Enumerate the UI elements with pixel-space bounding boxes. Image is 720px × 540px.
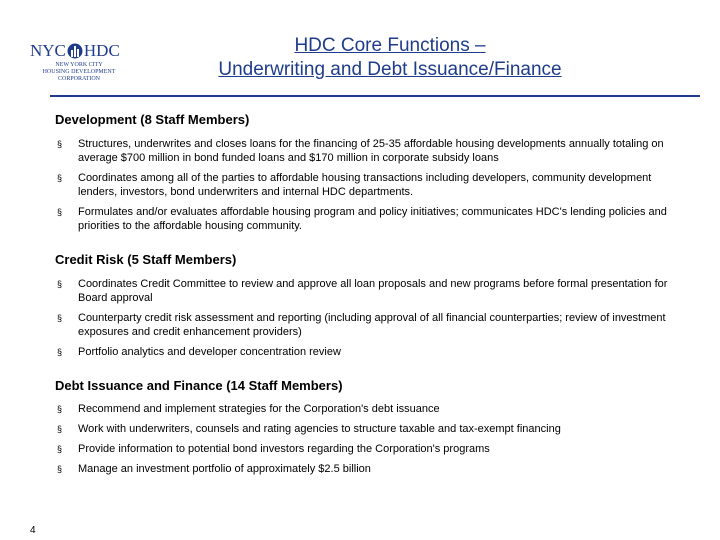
list-item-text: Coordinates Credit Committee to review and approve all loan proposals and new programs before formal presentation for Board approval: [78, 278, 668, 304]
bullet-icon: §: [57, 313, 63, 323]
logo-subtitle-line: NEW YORK CITY: [55, 62, 103, 68]
list-item-text: Manage an investment portfolio of approximately $2.5 billion: [78, 463, 371, 475]
slide-title-line-1: HDC Core Functions –: [294, 35, 486, 56]
section-heading: Development (8 Staff Members): [55, 112, 250, 127]
list-item: [55, 462, 688, 476]
bullet-icon: §: [57, 173, 63, 183]
bullet-icon: §: [57, 347, 63, 357]
nychdc-logo: [30, 40, 130, 92]
list-item-text: Recommend and implement strategies for the Corporation's debt issuance: [78, 403, 440, 415]
list-item: [55, 402, 688, 416]
section-development: [55, 112, 695, 233]
section-list: [55, 277, 695, 359]
list-item-text: Provide information to potential bond investors regarding the Corporation's programs: [78, 443, 490, 455]
section-debt-issuance-finance: [55, 378, 695, 476]
logo-subtitle-line: CORPORATION: [57, 76, 100, 82]
list-item: [55, 137, 688, 165]
skyline-emblem-icon: [67, 42, 83, 60]
slide-title: [150, 34, 630, 82]
list-item-text: Counterparty credit risk assessment and reporting (including approval of all financial counterparties; review of investment exposures and credit enhancement providers): [78, 312, 666, 338]
logo-subtitle: [34, 62, 124, 83]
section-list: [55, 402, 695, 476]
list-item: [55, 345, 688, 359]
slide-title-line-2: Underwriting and Debt Issuance/Finance: [218, 59, 562, 80]
list-item: [55, 442, 688, 456]
logo-nyc-text: NYC: [30, 41, 66, 60]
section-heading: Credit Risk (5 Staff Members): [55, 252, 237, 267]
list-item-text: Work with underwriters, counsels and rating agencies to structure taxable and tax-exempt financing: [78, 423, 561, 435]
bullet-icon: §: [57, 404, 63, 414]
list-item-text: Portfolio analytics and developer concentration review: [78, 346, 341, 358]
section-list: [55, 137, 695, 233]
section-heading: Debt Issuance and Finance (14 Staff Members): [55, 378, 343, 393]
bullet-icon: §: [57, 424, 63, 434]
list-item: [55, 277, 688, 305]
logo-hdc-text: HDC: [83, 41, 120, 60]
bullet-icon: §: [57, 139, 63, 149]
list-item-text: Coordinates among all of the parties to affordable housing transactions including developers, community development lenders, investors, bond underwriters and internal HDC departments.: [78, 172, 652, 198]
list-item: [55, 311, 688, 339]
bullet-icon: §: [57, 207, 63, 217]
page-number: 4: [30, 525, 36, 536]
bullet-icon: §: [57, 279, 63, 289]
list-item-text: Structures, underwrites and closes loans for the financing of 25-35 affordable housing developments annually totaling on average $700 million in bond funded loans and $170 million in corporate subsidy loans: [78, 138, 664, 164]
list-item: [55, 205, 688, 233]
logo-subtitle-line: HOUSING DEVELOPMENT: [42, 69, 116, 75]
bullet-icon: §: [57, 464, 63, 474]
bullet-icon: §: [57, 444, 63, 454]
list-item-text: Formulates and/or evaluates affordable housing program and policy initiatives; communicates HDC's lending policies and priorities to the affordable housing community.: [78, 206, 667, 232]
section-credit-risk: [55, 252, 695, 359]
list-item: [55, 422, 688, 436]
list-item: [55, 171, 688, 199]
title-divider: [50, 95, 700, 97]
